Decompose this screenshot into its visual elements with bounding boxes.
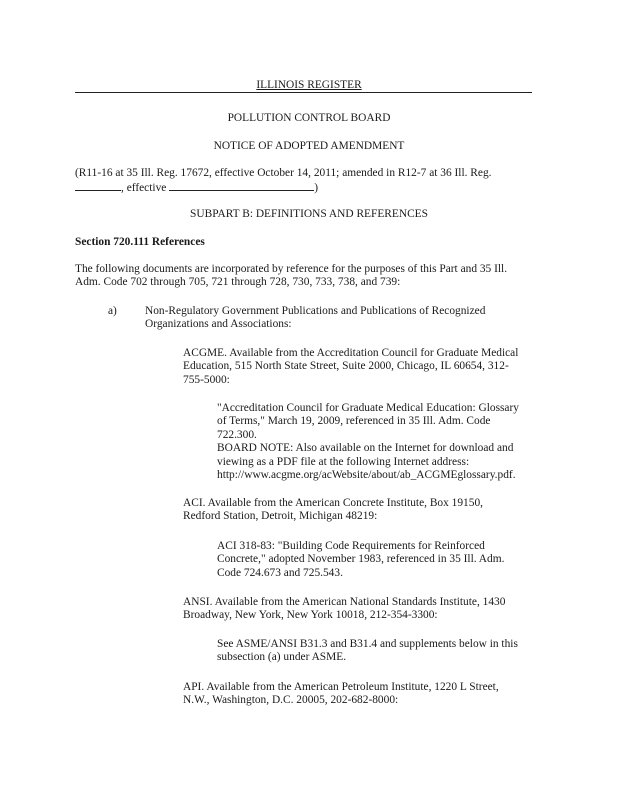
- ansi-sub-line-1: See ASME/ANSI B31.3 and B31.4 and supplements below in this: [217, 638, 518, 650]
- item-a-label: a): [108, 305, 117, 317]
- acgme-sub-line-1: "Accreditation Council for Graduate Medical Education: Glossary: [217, 402, 519, 414]
- source-note-line-2: , effective ): [75, 180, 545, 195]
- aci-line-1: ACI. Available from the American Concrete Institute, Box 19150,: [183, 497, 483, 509]
- api-line-2: N.W., Washington, D.C. 20005, 202-682-8000:: [183, 694, 399, 707]
- acgme-url: http://www.acgme.org/acWebsite/about/ab_ACGMEglossary.pdf.: [217, 469, 516, 482]
- aci-sub-line-1: ACI 318-83: "Building Code Requirements for Reinforced: [217, 540, 485, 552]
- blank-effective-date: [169, 180, 314, 191]
- entry-api: [183, 681, 543, 708]
- item-a-line-2: Organizations and Associations:: [145, 318, 292, 331]
- acgme-line-2: Education, 515 North State Street, Suite 2000, Chicago, IL 60654, 312-: [183, 360, 509, 373]
- source-note-effective: , effective: [121, 182, 167, 195]
- intro-line-1: The following documents are incorporated by reference for the purposes of this Part and 35 Ill.: [75, 263, 508, 275]
- item-a-line-1: Non-Regulatory Government Publications and Publications of Recognized: [145, 305, 486, 317]
- aci-sub-line-2: Concrete," adopted November 1983, referenced in 35 Ill. Adm.: [217, 553, 505, 566]
- ansi-reference: [217, 638, 542, 665]
- aci-sub-line-3: Code 724.673 and 725.543.: [217, 566, 343, 579]
- acgme-reference: [217, 402, 542, 482]
- entry-acgme: [183, 347, 543, 387]
- blank-volume: [75, 180, 121, 191]
- acgme-line-3: 755-5000:: [183, 373, 230, 386]
- agency-title: POLLUTION CONTROL BOARD: [227, 112, 391, 124]
- ansi-line-1: ANSI. Available from the American National Standards Institute, 1430: [183, 596, 506, 608]
- source-note: [75, 167, 545, 196]
- register-header: [0, 79, 618, 92]
- acgme-board-note-line-2: viewing as a PDF file at the following Internet address:: [217, 455, 470, 468]
- acgme-sub-line-2: of Terms," March 19, 2009, referenced in 35 Ill. Adm. Code: [217, 415, 491, 428]
- ansi-sub-line-2: subsection (a) under ASME.: [217, 651, 347, 664]
- entry-ansi: [183, 596, 543, 623]
- entry-aci: [183, 497, 543, 524]
- api-line-1: API. Available from the American Petroleum Institute, 1220 L Street,: [183, 681, 499, 693]
- ansi-line-2: Broadway, New York, New York 10018, 212-354-3300:: [183, 609, 438, 622]
- intro-line-2: Adm. Code 702 through 705, 721 through 728, 730, 733, 738, and 739:: [75, 276, 401, 289]
- acgme-board-note: BOARD NOTE: Also available on the Internet for download and: [217, 442, 514, 455]
- notice-title: NOTICE OF ADOPTED AMENDMENT: [213, 140, 405, 152]
- register-title: ILLINOIS REGISTER: [250, 79, 367, 91]
- subpart-title: SUBPART B: DEFINITIONS AND REFERENCES: [190, 208, 428, 220]
- header-rule-end: ..: [528, 85, 533, 95]
- aci-line-2: Redford Station, Detroit, Michigan 48219:: [183, 510, 378, 523]
- source-note-line-1: (R11-16 at 35 Ill. Reg. 17672, effective October 14, 2011; amended in R12-7 at 36 Ill. Reg.: [75, 167, 492, 179]
- aci-reference: [217, 540, 542, 580]
- acgme-line-1: ACGME. Available from the Accreditation Council for Graduate Medical: [183, 347, 519, 359]
- acgme-sub-line-3: 722.300.: [217, 428, 257, 441]
- item-a-text: [145, 305, 525, 332]
- intro-paragraph: [75, 263, 545, 290]
- section-heading: Section 720.111 References: [75, 236, 205, 248]
